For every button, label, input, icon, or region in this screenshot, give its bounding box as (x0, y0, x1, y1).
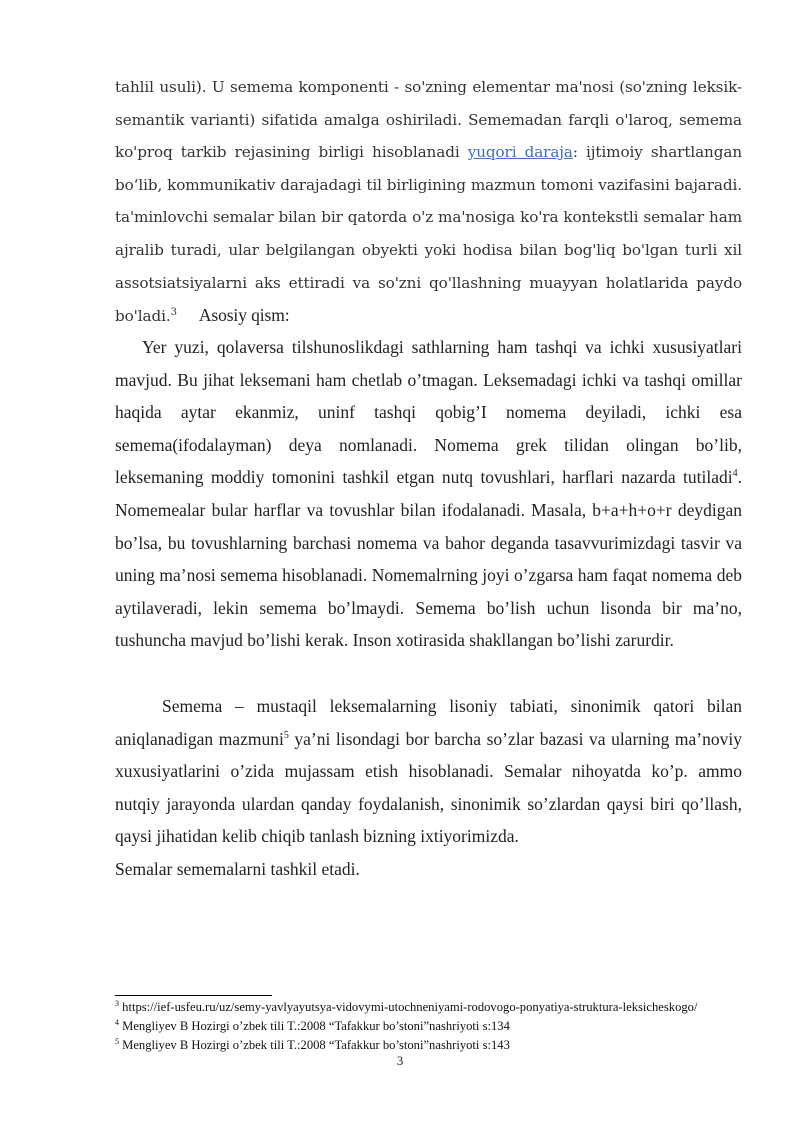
footnote-3 (115, 998, 755, 1017)
paragraph-text: ya’ni lisondagi bor barcha so’zlar bazasi va ularning ma’noviy xuxusiyatlarini o’zida mujassam etish hisoblanadi. Semalar nihoyatda ko’p. ammo nutqiy jarayonda ulardan qanday foydalanish, sinonimik so’zlardan qaysi biri qo’llash, qaysi jihatidan kelib chiqib tanlash bizning ixtiyorimizda. (115, 728, 742, 847)
paragraph-text: Semema – mustaqil leksemalarning lisoniy tabiati, sinonimik qatori bilan aniqlanadigan mazmuni (115, 696, 742, 749)
paragraph-text: . Nomemealar bular harflar va tovushlar bilan ifodalanadi. Masala, b+a+h+o+r deydigan bo’lsa, bu tovushlarning barchasi nomema va bahor deganda tasavvurimizdagi tasvir va uning ma’nosi semema hisoblanadi. Nomemalrning joyi o’zgarsa ham faqat nomema deb aytilaveradi, lekin semema bo’lmaydi. Semema bo’lish uchun lisonda bir ma’no, tushuncha mavjud bo’lishi kerak. Inson xotirasida shakllangan bo’lishi zarurdir. (115, 467, 742, 651)
section-heading: Asosiy qism: (198, 305, 290, 326)
paragraph-nomema (115, 331, 742, 657)
footnote-number: 4 (115, 1017, 119, 1027)
footnote-4 (115, 1017, 755, 1036)
paragraph-text: Yer yuzi, qolaversa tilshunoslikdagi sathlarning ham tashqi va ichki xususiyatlari mavjud. Bu jihat leksemani ham chetlab o’tmagan. Leksemadagi ichki va tashqi omillar haqida aytar ekanmiz, uninf tashqi qobig’I nomema deyiladi, ichki esa semema(ifodalayman) deya nomlanadi. Nomema grek tilidan olingan bo’lib, leksemaning moddiy tomonini tashkil etgan nutq tovushlari, harflari nazarda tutiladi (115, 337, 742, 488)
footnote-separator (115, 995, 272, 996)
footnote-number: 5 (115, 1036, 119, 1046)
footnote-ref[interactable]: 4 (732, 468, 738, 480)
paragraph-intro (115, 71, 742, 333)
paragraph-semema (115, 690, 742, 853)
footnote-text: Mengliyev B Hozirgi o’zbek tili T.:2008 “Tafakkur bo’stoni”nashriyoti s:143 (119, 1038, 510, 1052)
footnote-ref[interactable]: 3 (170, 307, 177, 319)
footnote-text: Mengliyev B Hozirgi o’zbek tili T.:2008 “Tafakkur bo’stoni”nashriyoti s:134 (119, 1019, 510, 1033)
footnotes (115, 998, 755, 1055)
footnote-number: 3 (115, 998, 119, 1008)
footnote-text[interactable]: https://ief-usfeu.ru/uz/semy-yavlyayutsya-vidovymi-utochneniyami-rodovogo-ponyatiya-struktura-leksicheskogo/ (119, 1000, 698, 1014)
hyperlink-yuqori-daraja[interactable]: yuqori daraja (467, 143, 573, 162)
paragraph-closing: Semalar sememalarni tashkil etadi. (115, 859, 360, 879)
footnote-ref[interactable]: 5 (283, 729, 289, 741)
paragraph-text: : ijtimoiy shartlangan bo‘lib, kommunikativ darajadagi til birligining mazmun tomoni vazifasini bajaradi. ta'minlovchi semalar bilan bir qatorda o'z ma'nosiga ko'ra kontekstli semalar ham ajralib turadi, ular belgilangan obyekti yoki hodisa bilan bog'liq bo'lgan turli xil assotsiatsiyalarni aks ettiradi va so'zni qo'llashning muayyan holatlarida paydo bo'ladi. (115, 143, 742, 326)
page-number: 3 (396, 1053, 404, 1068)
paragraph-text: tahlil usuli). U semema komponenti - so'zning elementar ma'nosi (so'zning leksik-semantik varianti) sifatida amalga oshiriladi. Sememadan farqli o'laroq, semema ko'proq tarkib rejasining birligi hisoblanadi (115, 78, 742, 162)
